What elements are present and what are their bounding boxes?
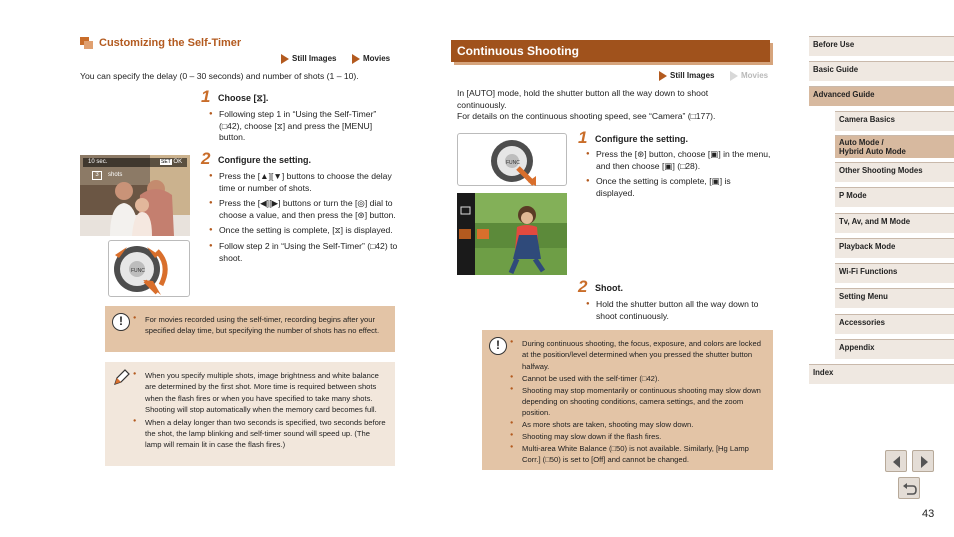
list-item: ● During continuous shooting, the focus, exposure, and colors are locked at the position/level determined when you pressed the shutter button halfway. [510, 338, 768, 372]
tag-still-images: Still Images [659, 71, 714, 82]
step-title-1: Choose [⧖]. [218, 93, 269, 103]
family-photo [80, 155, 190, 236]
step-number-1: 1 [201, 87, 211, 106]
camera-screen: 10 sec. SET OK 3 shots [80, 155, 190, 236]
list-item: ● Follow step 2 in “Using the Self-Timer” (□42) to shoot. [209, 241, 399, 264]
nav-item-auto-mode[interactable]: Auto Mode / Hybrid Auto Mode [835, 135, 954, 158]
step-title-2: Shoot. [595, 283, 623, 293]
next-page-button[interactable] [912, 450, 934, 472]
caution-box [105, 306, 395, 352]
nav-item-advanced-guide[interactable]: Advanced Guide [809, 86, 954, 106]
dial-icon [109, 241, 191, 298]
child-photo [457, 193, 567, 275]
nav-item-camera-basics[interactable]: Camera Basics [835, 111, 954, 131]
nav-item-tv-av-m-mode[interactable]: Tv, Av, and M Mode [835, 213, 954, 233]
control-dial-illustration [108, 240, 190, 297]
section-icon [80, 37, 93, 49]
step-1-bullets [586, 149, 771, 203]
ok-label: OK [173, 159, 183, 165]
triangle-icon [352, 54, 360, 64]
list-item: ● For movies recorded using the self-timer, recording begins after your specified delay time, but specifying the number of shots has no effect. [133, 314, 388, 337]
delay-value: 10 [88, 159, 95, 165]
step-2-bullets [586, 299, 771, 326]
pencil-icon [111, 368, 131, 388]
tag-movies: Movies [730, 71, 768, 82]
control-dial-illustration [457, 133, 567, 186]
dial-icon [458, 134, 568, 187]
triangle-icon [730, 71, 738, 81]
list-item: ● When you specify multiple shots, image brightness and white balance are determined by the first shot. More time is required between shots when the flash fires or when you have specified to take many shots. Shooting will stop automatically when the memory card becomes full. [133, 370, 388, 416]
step-number-2: 2 [201, 149, 211, 168]
back-button[interactable] [898, 477, 920, 499]
nav-item-setting-menu[interactable]: Setting Menu [835, 288, 954, 308]
nav-item-basic-guide[interactable]: Basic Guide [809, 61, 954, 81]
shots-label: shots [108, 172, 123, 178]
nav-item-appendix[interactable]: Appendix [835, 339, 954, 359]
nav-item-playback-mode[interactable]: Playback Mode [835, 238, 954, 258]
list-item: ● Press the [◀][▶] buttons or turn the [◎] dial to choose a value, and then press the [⊛] button. [209, 198, 399, 221]
page-number: 43 [922, 508, 935, 520]
list-item: ● Cannot be used with the self-timer (□42). [510, 373, 768, 384]
caution-box [482, 330, 773, 470]
arrow-left-icon [886, 451, 908, 473]
return-icon [899, 478, 921, 500]
list-item: ● As more shots are taken, shooting may slow down. [510, 419, 768, 430]
delay-unit: sec. [96, 159, 108, 165]
previous-page-button[interactable] [885, 450, 907, 472]
list-item: ● Shooting may slow down if the flash fires. [510, 431, 768, 442]
step-1-bullets [209, 109, 399, 148]
list-item: ● Once the setting is complete, [⧖] is displayed. [209, 225, 399, 237]
list-item: ● Hold the shutter button all the way down to shoot continuously. [586, 299, 771, 322]
list-item: ● Press the [⊛] button, choose [▣] in the menu, and then choose [▣] (□28). [586, 149, 771, 172]
nav-item-p-mode[interactable]: P Mode [835, 187, 954, 207]
triangle-icon [281, 54, 289, 64]
shots-value: 3 [92, 171, 102, 180]
intro-text: In [AUTO] mode, hold the shutter button all the way down to shoot continuously. For details on the continuous shooting speed, see “Camera” (□177). [457, 88, 716, 122]
arrow-right-icon [913, 451, 935, 473]
memo-box [105, 362, 395, 466]
list-item: ● Press the [▲][▼] buttons to choose the delay time or number of shots. [209, 171, 399, 194]
section-banner [451, 40, 770, 62]
section-title: Customizing the Self-Timer [99, 37, 242, 49]
caution-icon: ! [489, 337, 507, 355]
tag-movies: Movies [352, 54, 390, 65]
step-title-1: Configure the setting. [595, 134, 688, 144]
camera-screen [457, 193, 567, 275]
nav-item-wifi-functions[interactable]: Wi-Fi Functions [835, 263, 954, 283]
svg-text:FUNC: FUNC [506, 160, 520, 166]
caution-icon: ! [112, 313, 130, 331]
step-number-1: 1 [578, 128, 588, 147]
nav-item-index[interactable]: Index [809, 364, 954, 384]
tag-still-images: Still Images [281, 54, 336, 65]
list-item: ● Multi-area White Balance (□50) is not available. Similarly, [Hg Lamp Corr.] (□50) is set to [Off] and cannot be changed. [510, 443, 768, 466]
nav-item-before-use[interactable]: Before Use [809, 36, 954, 56]
list-item: ● When a delay longer than two seconds is specified, two seconds before the shot, the lamp blinking and self-timer sound will speed up. (The lamp will remain lit in case the flash fires.) [133, 417, 388, 451]
banner-title: Continuous Shooting [457, 44, 579, 58]
step-2-bullets [209, 171, 399, 268]
svg-text:FUNC: FUNC [131, 268, 145, 274]
step-number-2: 2 [578, 277, 588, 296]
list-item: ● Shooting may stop momentarily or continuous shooting may slow down depending on shooting conditions, camera settings, and the zoom position. [510, 385, 768, 419]
list-item: ● Following step 1 in “Using the Self-Timer” (□42), choose [⧖] and press the [MENU] button. [209, 109, 399, 144]
triangle-icon [659, 71, 667, 81]
list-item: ● Once the setting is complete, [▣] is displayed. [586, 176, 771, 199]
nav-item-accessories[interactable]: Accessories [835, 314, 954, 334]
nav-item-other-shooting-modes[interactable]: Other Shooting Modes [835, 162, 954, 182]
intro-text: You can specify the delay (0 – 30 seconds) and number of shots (1 – 10). [80, 71, 359, 81]
step-title-2: Configure the setting. [218, 155, 311, 165]
